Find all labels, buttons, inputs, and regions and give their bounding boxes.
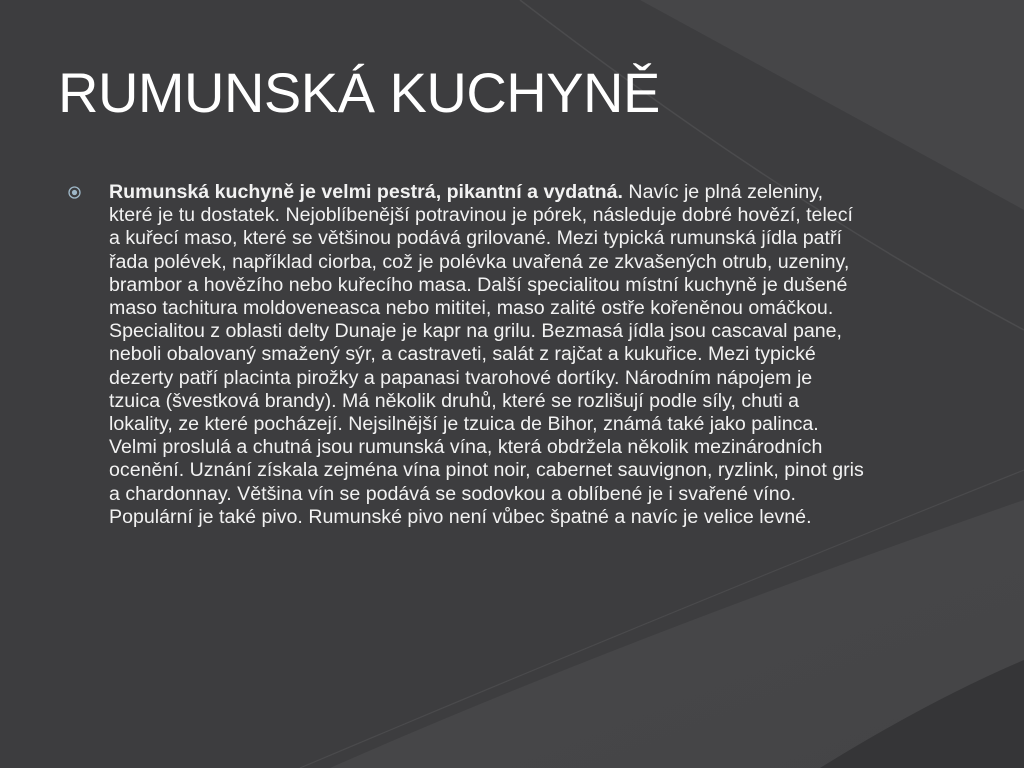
bullet-item: [68, 181, 868, 529]
bullet-text: [109, 181, 868, 529]
slide-title: RUMUNSKÁ KUCHYNĚ: [58, 61, 660, 124]
bullet-body: Navíc je plná zeleniny, které je tu dostatek. Nejoblíbenější potravinou je pórek, následuje dobré hovězí, telecí a kuřecí maso, které se většinou podává grilované. Mezi typická rumunská jídla patří řada polévek, například ciorba, což je polévka uvařená ze zkvašených otrub, uzeniny, brambor a hovězího nebo kuřecího masa. Další specialitou místní kuchyně je dušené maso tachitura moldoveneasca nebo mititei, maso zalité ostře kořeněnou omáčkou. Specialitou z oblasti delty Dunaje je kapr na grilu. Bezmasá jídla jsou cascaval pane, neboli obalovaný smažený sýr, a castraveti, salát z rajčat a kukuřice. Mezi typické dezerty patří placinta pirožky a papanasi tvarohové dortíky. Národním nápojem je tzuica (švestková brandy). Má několik druhů, které se rozlišují podle síly, chuti a lokality, ze které pocházejí. Nejsilnější je tzuica de Bihor, známá také jako palinca. Velmi proslulá a chutná jsou rumunská vína, která obdržela několik mezinárodních ocenění. Uznání získala zejména vína pinot noir, cabernet sauvignon, ryzlink, pinot gris a chardonnay. Většina vín se podává se sodovkou a oblíbené je i svařené víno. Populární je také pivo. Rumunské pivo není vůbec špatné a navíc je velice levné.: [109, 181, 864, 528]
bullet-lead-bold: Rumunská kuchyně je velmi pestrá, pikantní a vydatná.: [109, 181, 623, 203]
slide-content: [68, 181, 868, 529]
target-circle-icon: [68, 186, 81, 199]
